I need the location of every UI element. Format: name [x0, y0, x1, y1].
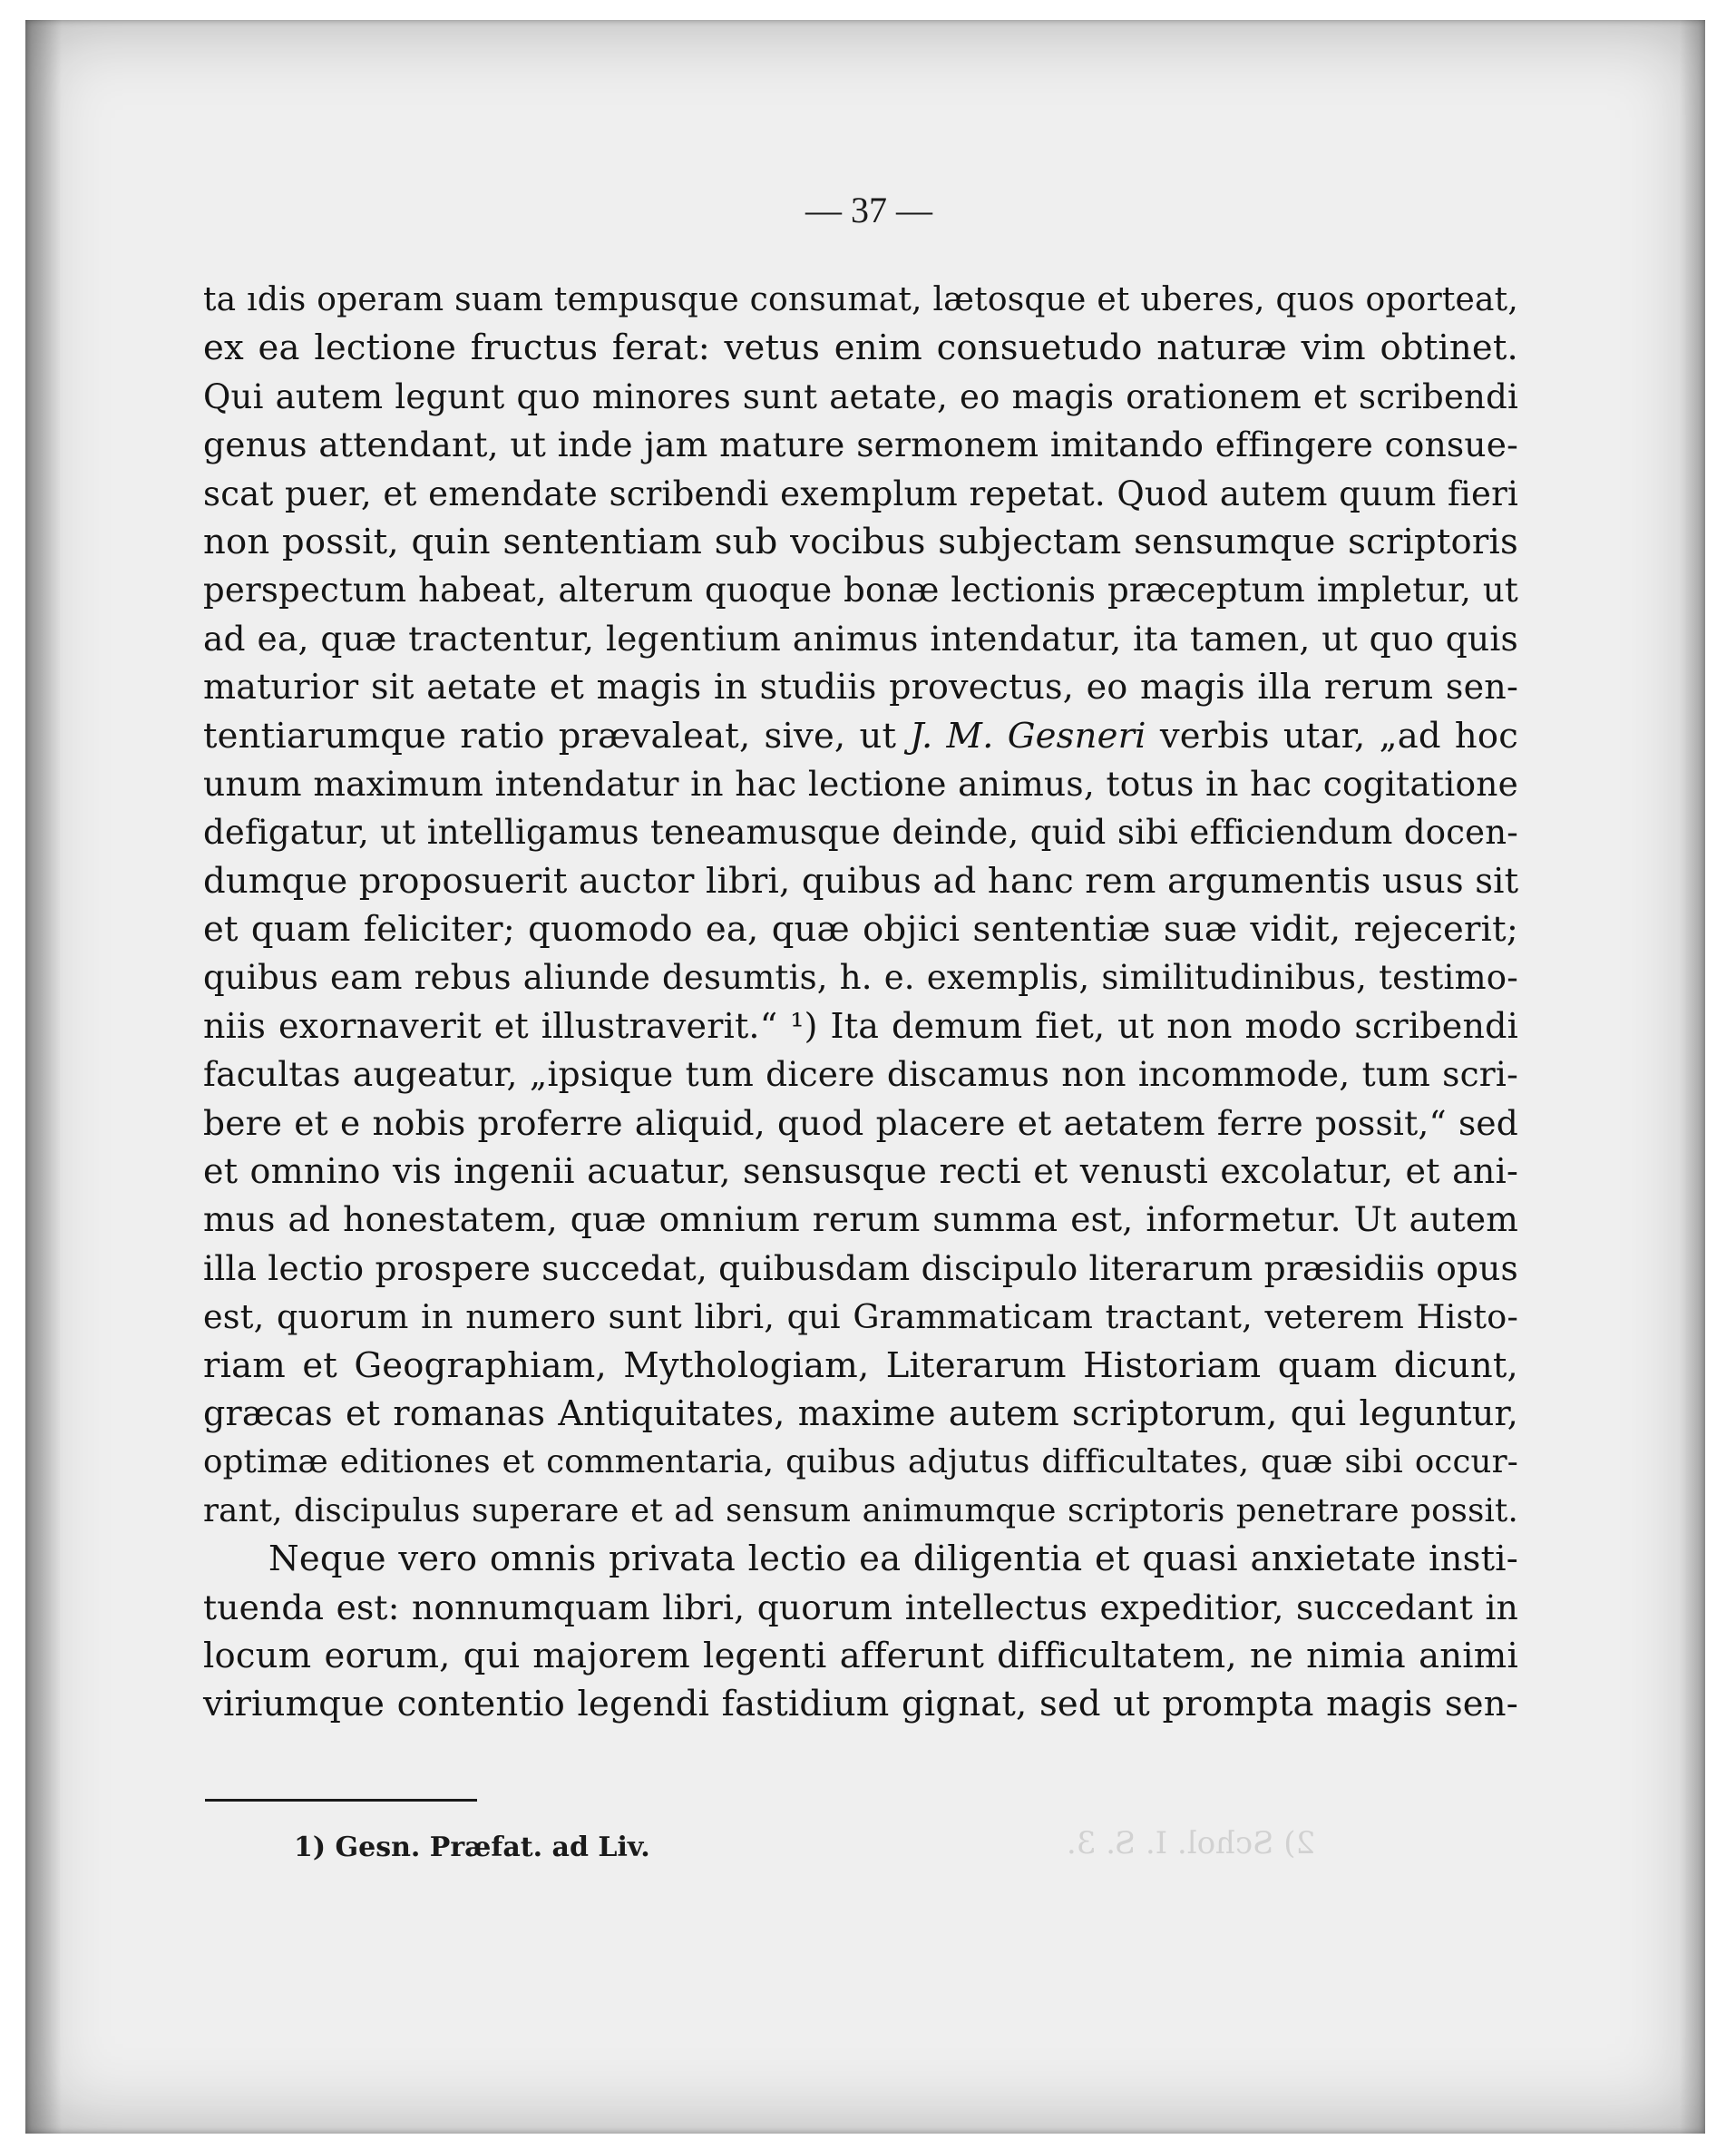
text-line: illa lectio prospere succedat, quibusdam discipulo literarum præsidiis opus [203, 1247, 1518, 1288]
text-line: bere et e nobis proferre aliquid, quod placere et aetatem ferre possit,“ sed [203, 1102, 1518, 1143]
text-line: niis exornaverit et illustraverit.“ ¹) Ita demum fiet, ut non modo scribendi [203, 1005, 1518, 1046]
page-gutter-shadow [25, 20, 62, 2134]
text-line: Qui autem legunt quo minores sunt aetate, eo magis orationem et scribendi [203, 376, 1518, 416]
text-line: et quam feliciter; quomodo ea, quæ objici sententiæ suæ vidit, rejecerit; [203, 909, 1518, 951]
text-line: dumque proposuerit auctor libri, quibus ad hanc rem argumentis usus sit [203, 860, 1519, 902]
body-text [203, 276, 1518, 1729]
text-segment: verbis utar, „ad hoc [1146, 715, 1518, 757]
italic-name: J. M. Gesneri [910, 715, 1146, 757]
text-line: facultas augeatur, „ipsique tum dicere discamus non incommode, tum scri- [203, 1054, 1518, 1095]
text-line: ta ıdis operam suam tempusque consumat, lætosque et uberes, quos oporteat, [203, 281, 1518, 318]
text-line: maturior sit aetate et magis in studiis provectus, eo magis illa rerum sen- [203, 667, 1518, 708]
footnote: 1) Gesn. Præfat. ad Liv. [294, 1832, 650, 1863]
text-line: ad ea, quæ tractentur, legentium animus intendatur, ita tamen, ut quo quis [203, 618, 1518, 659]
text-line: optimæ editiones et commentaria, quibus adjutus difficultates, quæ sibi occur- [203, 1443, 1518, 1481]
footnote-rule [205, 1799, 477, 1802]
text-line: mus ad honestatem, quæ omnium rerum summa est, informetur. Ut autem [203, 1199, 1518, 1240]
text-line: genus attendant, ut inde jam mature sermonem imitando effingere consue- [203, 425, 1518, 465]
page-edge-shadow [1680, 20, 1705, 2134]
text-segment: tentiarumque ratio prævaleat, sive, ut [203, 715, 911, 757]
text-line: perspectum habeat, alterum quoque bonæ lectionis præceptum impletur, ut [203, 571, 1518, 611]
text-line: viriumque contentio legendi fastidium gignat, sed ut prompta magis sen- [203, 1684, 1518, 1725]
text-line: riam et Geographiam, Mythologiam, Literarum Historiam quam dicunt, [203, 1344, 1518, 1386]
text-line: Neque vero omnis privata lectio ea diligentia et quasi anxietate insti- [268, 1538, 1518, 1580]
text-line: rant, discipulus superare et ad sensum animumque scriptoris penetrare possit. [203, 1491, 1518, 1529]
bleed-through-text: 2) Schol. I. S. 3. [1067, 1825, 1316, 1861]
text-line [203, 712, 1518, 760]
text-line: scat puer, et emendate scribendi exemplum repetat. Quod autem quum fieri [203, 474, 1518, 513]
text-line: tuenda est: nonnumquam libri, quorum intellectus expeditior, succedant in [203, 1587, 1518, 1627]
text-line: locum eorum, qui majorem legenti afferunt difficultatem, ne nimia animi [203, 1635, 1518, 1676]
text-line: ex ea lectione fructus ferat: vetus enim consuetudo naturæ vim obtinet. [203, 327, 1518, 369]
text-line: non possit, quin sententiam sub vocibus subjectam sensumque scriptoris [203, 521, 1518, 562]
text-line: quibus eam rebus aliunde desumtis, h. e. exemplis, similitudinibus, testimo- [203, 958, 1518, 998]
text-line: et omnino vis ingenii acuatur, sensusque recti et venusti excolatur, et ani- [203, 1151, 1518, 1192]
book-page [25, 20, 1705, 2134]
text-line: unum maximum intendatur in hac lectione animus, totus in hac cogitatione [203, 763, 1518, 804]
page-number: — 37 — [805, 190, 932, 230]
text-line: defigatur, ut intelligamus teneamusque deinde, quid sibi efficiendum docen- [203, 813, 1518, 853]
text-line: græcas et romanas Antiquitates, maxime autem scriptorum, qui leguntur, [203, 1392, 1518, 1433]
text-line: est, quorum in numero sunt libri, qui Grammaticam tractant, veterem Histo- [203, 1297, 1518, 1337]
